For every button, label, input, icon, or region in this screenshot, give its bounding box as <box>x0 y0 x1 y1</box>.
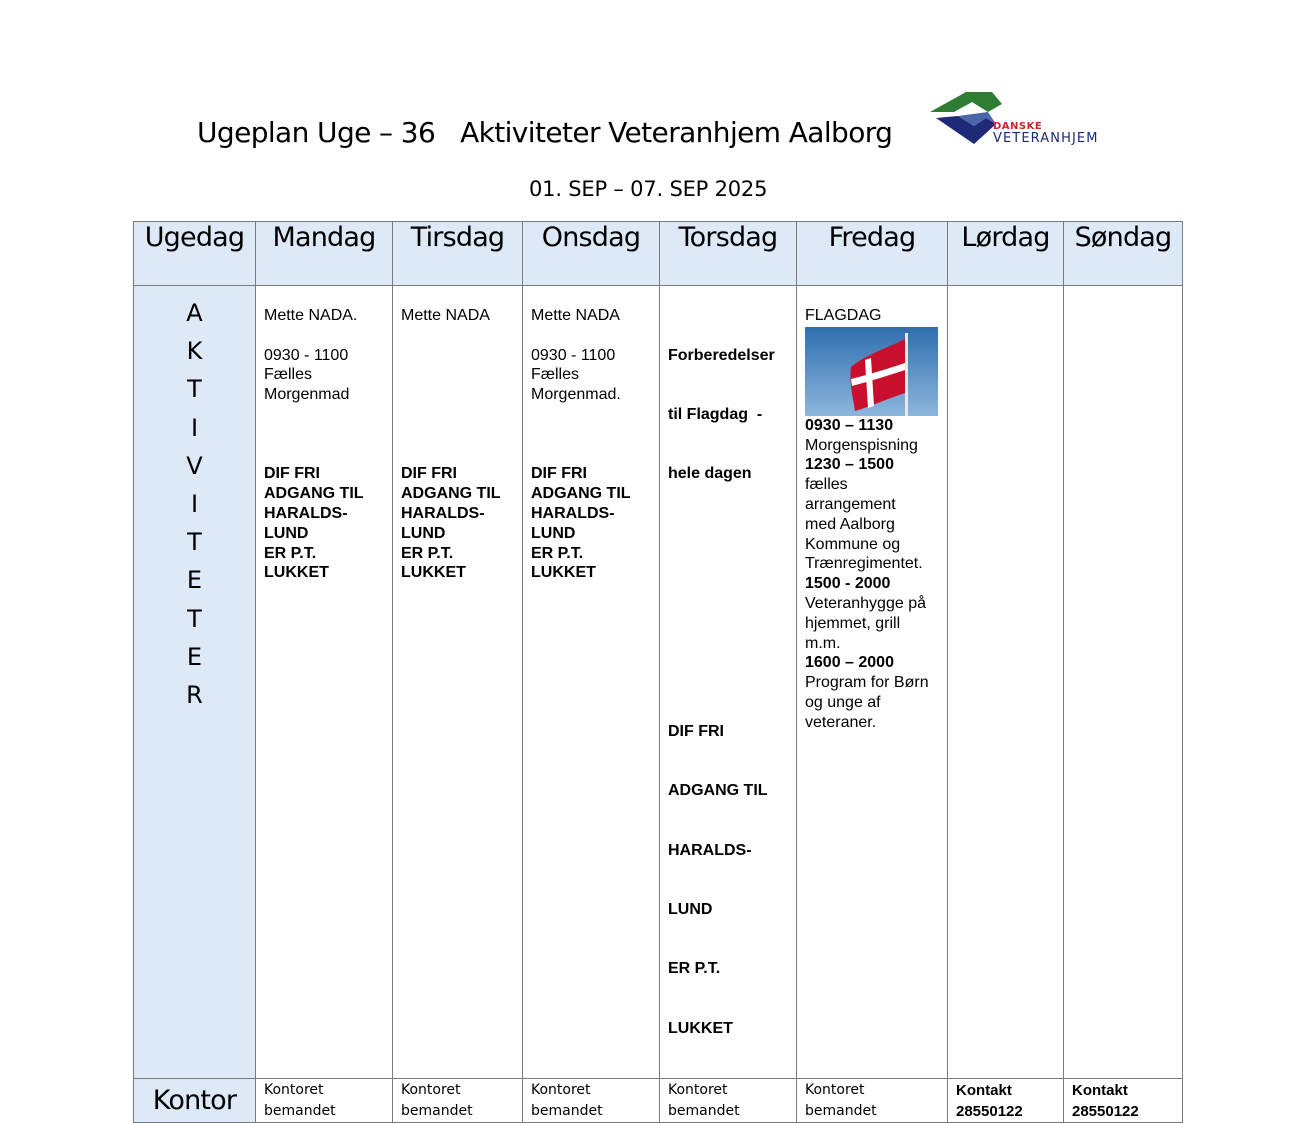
kontor-text: Kontoret <box>668 1082 728 1099</box>
fredag-line: og unge af <box>805 693 881 711</box>
logo-text-veteranhjem: VETERANHJEM <box>993 131 1099 146</box>
aktiviteter-letter: I <box>190 413 199 442</box>
aktiviteter-letter: I <box>190 490 199 519</box>
kontakt-phone: 28550122 <box>1072 1103 1139 1121</box>
activity-tirsdag <box>393 286 523 1079</box>
dif-notice-line: LUKKET <box>264 564 329 582</box>
header-row <box>134 222 1183 286</box>
fredag-line: med Aalborg <box>805 515 895 533</box>
fredag-line: hjemmet, grill <box>805 614 901 632</box>
dif-notice-line: LUND <box>668 900 713 918</box>
kontor-torsdag <box>660 1079 797 1123</box>
dif-notice-line: DIF FRI <box>531 465 587 483</box>
dif-notice-line: HARALDS- <box>401 504 485 522</box>
kontor-text: bemandet <box>668 1103 740 1120</box>
aktiviteter-label <box>134 286 256 1079</box>
fredag-time: 1500 - 2000 <box>805 575 891 593</box>
dif-notice-line: LUKKET <box>668 1019 733 1037</box>
aktiviteter-letter: R <box>186 681 203 710</box>
fredag-line: Kommune og <box>805 535 901 553</box>
dif-notice-line: LUND <box>401 524 446 542</box>
header-lordag: Lørdag <box>948 222 1064 286</box>
activity-sondag <box>1064 286 1183 1079</box>
dif-notice-line: ADGANG TIL <box>401 485 501 503</box>
aktiviteter-letter: T <box>187 375 202 404</box>
dif-notice-line: ER P.T. <box>531 544 584 562</box>
fredag-line: Program for Børn <box>805 674 929 692</box>
aktiviteter-letter: E <box>186 566 203 595</box>
activity-fredag <box>797 286 948 1079</box>
prep-line: hele dagen <box>668 465 752 483</box>
dif-notice-line: DIF FRI <box>668 722 724 740</box>
dif-notice-line: LUND <box>531 524 576 542</box>
fredag-line: m.m. <box>805 634 841 652</box>
fredag-line: Morgenspisning <box>805 436 918 454</box>
kontor-fredag <box>797 1079 948 1123</box>
prep-line: til Flagdag - <box>668 405 763 423</box>
dif-notice-line: ER P.T. <box>264 544 317 562</box>
header-mandag: Mandag <box>256 222 393 286</box>
dif-notice-line: HARALDS- <box>531 504 615 522</box>
activity-line: Fælles <box>531 366 580 384</box>
fredag-line: veteraner. <box>805 713 877 731</box>
activity-time: 0930 - 1100 <box>264 346 349 364</box>
header-ugedag: Ugedag <box>134 222 256 286</box>
kontor-text: Kontoret <box>805 1082 865 1099</box>
dif-notice-line: ER P.T. <box>668 960 721 978</box>
kontakt-label: Kontakt <box>1072 1082 1128 1100</box>
header-sondag: Søndag <box>1064 222 1183 286</box>
kontor-text: bemandet <box>264 1103 336 1120</box>
header-torsdag: Torsdag <box>660 222 797 286</box>
date-range: 01. SEP – 07. SEP 2025 <box>529 177 768 201</box>
header-tirsdag: Tirsdag <box>393 222 523 286</box>
dif-notice-line: HARALDS- <box>668 841 752 859</box>
kontor-text: Kontoret <box>401 1082 461 1099</box>
fredag-line: Veteranhygge på <box>805 594 926 612</box>
kontakt-phone: 28550122 <box>956 1103 1023 1121</box>
activities-row <box>134 286 1183 1079</box>
header-fredag: Fredag <box>797 222 948 286</box>
dif-notice-line: LUKKET <box>401 564 466 582</box>
fredag-line: fælles <box>805 476 848 494</box>
aktiviteter-letter: A <box>186 299 203 327</box>
dif-notice-line: DIF FRI <box>401 465 457 483</box>
dif-notice-line: ADGANG TIL <box>264 485 364 503</box>
activity-line: Mette NADA. <box>264 307 358 324</box>
week-schedule-table <box>133 221 1183 1123</box>
kontor-onsdag <box>523 1079 660 1123</box>
activity-onsdag <box>523 286 660 1079</box>
activity-line: Mette NADA <box>531 307 620 324</box>
kontakt-label: Kontakt <box>956 1082 1012 1100</box>
kontor-text: bemandet <box>531 1103 603 1120</box>
page-title: Ugeplan Uge – 36 Aktiviteter Veteranhjem Aalborg <box>197 116 893 149</box>
activity-torsdag <box>660 286 797 1079</box>
header-onsdag: Onsdag <box>523 222 660 286</box>
aktiviteter-letter: E <box>186 642 203 671</box>
kontor-text: bemandet <box>805 1103 877 1120</box>
flagdag-title: FLAGDAG <box>805 307 882 324</box>
dif-notice-line: ER P.T. <box>401 544 454 562</box>
kontor-sondag <box>1064 1079 1183 1123</box>
aktiviteter-letter: T <box>187 604 202 633</box>
activity-line: Morgenmad. <box>531 386 621 404</box>
fredag-time: 0930 – 1130 <box>805 416 894 434</box>
kontor-text: bemandet <box>401 1103 473 1120</box>
kontor-row <box>134 1079 1183 1123</box>
kontor-label: Kontor <box>134 1079 256 1123</box>
activity-line: Morgenmad <box>264 386 350 404</box>
aktiviteter-letter: V <box>186 451 203 480</box>
kontor-mandag <box>256 1079 393 1123</box>
aktiviteter-letter: K <box>186 337 203 366</box>
dif-notice-line: DIF FRI <box>264 465 320 483</box>
fredag-time: 1230 – 1500 <box>805 456 894 474</box>
fredag-line: Trænregimentet. <box>805 555 923 573</box>
activity-lordag <box>948 286 1064 1079</box>
activity-line: Fælles <box>264 366 313 384</box>
kontor-text: Kontoret <box>531 1082 591 1099</box>
dif-notice-line: HARALDS- <box>264 504 348 522</box>
dif-notice-line: LUKKET <box>531 564 596 582</box>
dif-notice-line: ADGANG TIL <box>531 485 631 503</box>
fredag-time: 1600 – 2000 <box>805 654 894 672</box>
fredag-line: arrangement <box>805 495 896 513</box>
dif-notice-line: ADGANG TIL <box>668 782 768 800</box>
kontor-text: Kontoret <box>264 1082 324 1099</box>
aktiviteter-letter: T <box>187 528 202 557</box>
prep-line: Forberedelser <box>668 346 775 364</box>
activity-time: 0930 - 1100 <box>531 346 616 364</box>
kontor-lordag <box>948 1079 1064 1123</box>
kontor-tirsdag <box>393 1079 523 1123</box>
dif-notice-line: LUND <box>264 524 309 542</box>
activity-mandag <box>256 286 393 1079</box>
danish-flag-image <box>805 327 938 416</box>
activity-line: Mette NADA <box>401 307 490 324</box>
logo-text-danske: DANSKE <box>993 121 1043 132</box>
